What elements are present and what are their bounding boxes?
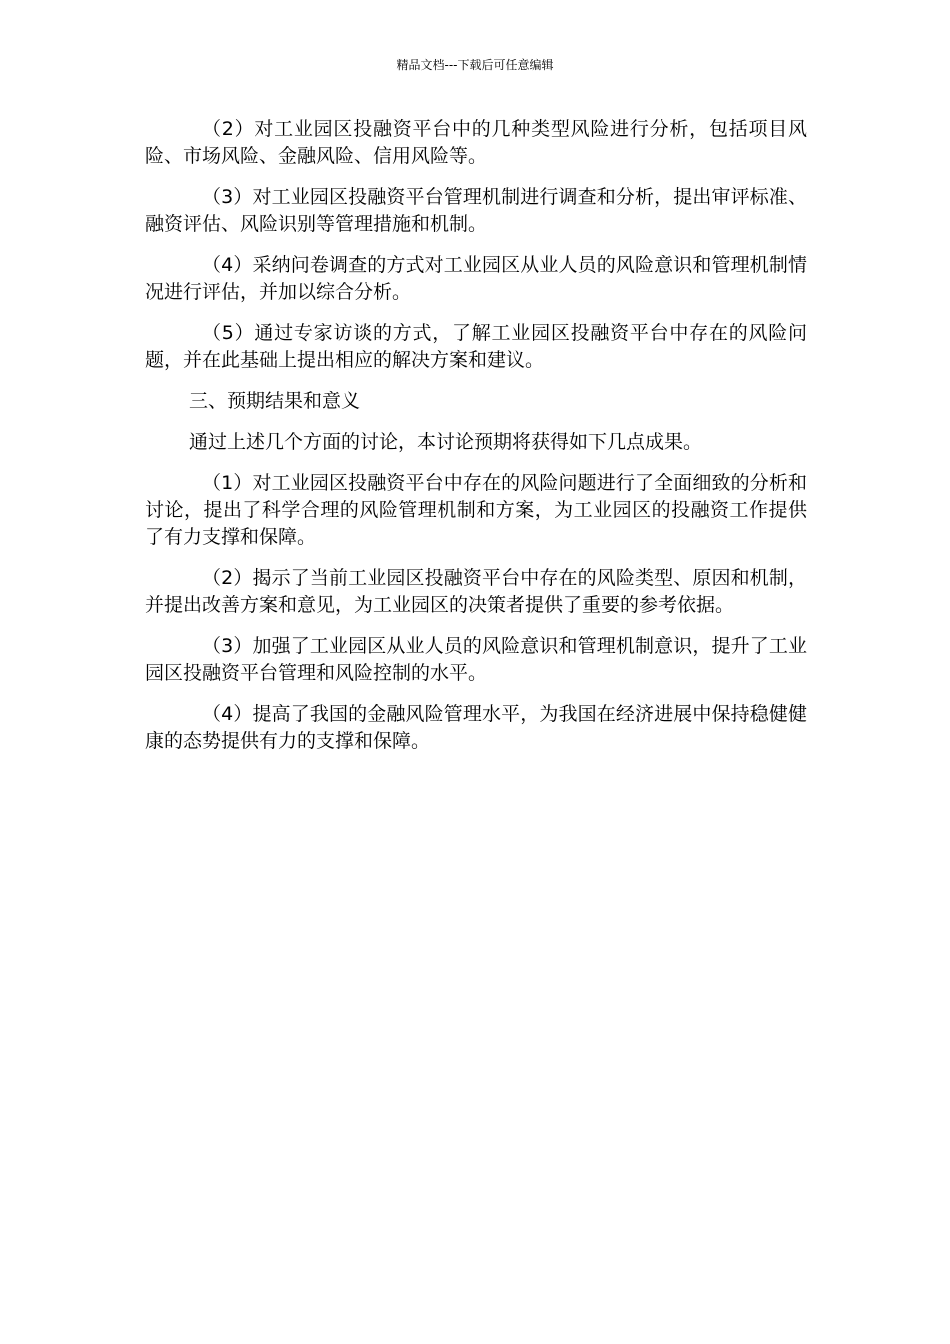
paragraph-item-3-mechanism: （3）对工业园区投融资平台管理机制进行调查和分析，提出审评标准、融资评估、风险识别等管理措施和机制。 <box>145 186 807 235</box>
result-item-4: （4）提高了我国的金融风险管理水平，为我国在经济进展中保持稳健健康的态势提供有力的支撑和保障。 <box>145 703 807 752</box>
result-item-1: （1）对工业园区投融资平台中存在的风险问题进行了全面细致的分析和讨论，提出了科学合理的风险管理机制和方案，为工业园区的投融资工作提供了有力支撑和保障。 <box>145 472 807 548</box>
section-heading: 三、预期结果和意义 <box>189 390 361 412</box>
paragraph-item-5-interview: （5）通过专家访谈的方式，了解工业园区投融资平台中存在的风险问题，并在此基础上提出相应的解决方案和建议。 <box>145 322 807 371</box>
paragraph-item-4-survey: （4）采纳问卷调查的方式对工业园区从业人员的风险意识和管理机制情况进行评估，并加以综合分析。 <box>145 254 807 303</box>
paragraph-item-2-analysis: （2）对工业园区投融资平台中的几种类型风险进行分析，包括项目风险、市场风险、金融风险、信用风险等。 <box>145 118 807 167</box>
section-intro: 通过上述几个方面的讨论，本讨论预期将获得如下几点成果。 <box>189 431 703 453</box>
result-item-3: （3）加强了工业园区从业人员的风险意识和管理机制意识，提升了工业园区投融资平台管理和风险控制的水平。 <box>145 635 807 684</box>
document-body <box>145 116 807 769</box>
result-item-2: （2）揭示了当前工业园区投融资平台中存在的风险类型、原因和机制，并提出改善方案和意见，为工业园区的决策者提供了重要的参考依据。 <box>145 567 807 616</box>
page-header: 精品文档---下载后可任意编辑 <box>396 58 554 72</box>
